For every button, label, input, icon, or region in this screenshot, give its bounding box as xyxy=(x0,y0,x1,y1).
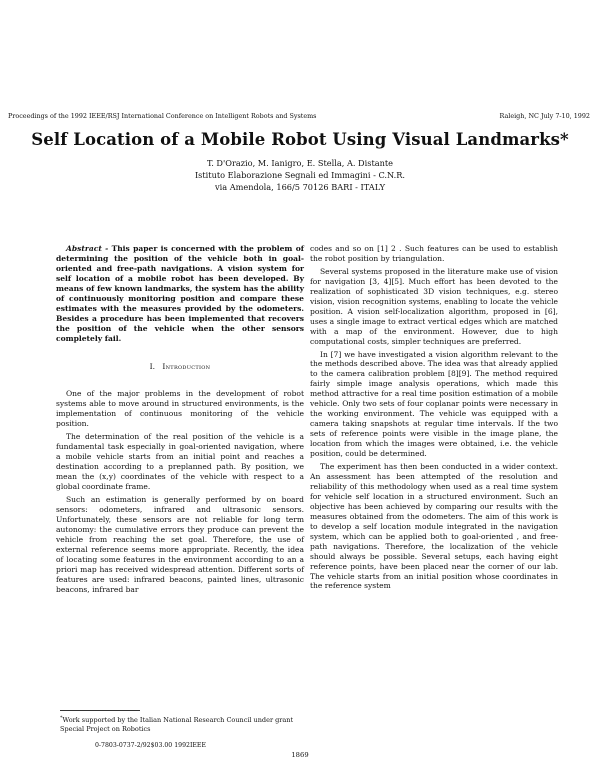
section-number: I. xyxy=(149,361,156,371)
author-block xyxy=(0,157,600,194)
author-names: T. D'Orazio, M. Ianigro, E. Stella, A. Distante xyxy=(206,158,394,168)
paper-title: Self Location of a Mobile Robot Using Visual Landmarks* xyxy=(31,130,569,149)
abstract-label: Abstract - xyxy=(66,244,109,253)
paragraph: One of the major problems in the development of robot systems able to move around in structured environments, is the implementation of continuous monitoring of the vehicle position. xyxy=(56,389,304,429)
conference-location-date: Raleigh, NC July 7-10, 1992 xyxy=(499,112,590,120)
right-column xyxy=(310,244,558,591)
paragraph: The determination of the real position of the vehicle is a fundamental task especially in goal-oriented navigation, where a mobile vehicle starts from an initial point and reaches a destination according to a preplanned path. By position, we mean the (x,y) coordinates of the vehicle with respect to a global coordinate frame. xyxy=(56,432,304,492)
footnote-mark: * xyxy=(60,715,63,721)
page-number: 1869 xyxy=(291,751,309,759)
abstract xyxy=(56,244,304,344)
section-title: Introduction xyxy=(162,361,211,371)
author-address: via Amendola, 166/5 70126 BARI - ITALY xyxy=(214,182,386,193)
conference-header xyxy=(8,112,590,120)
paragraph: Such an estimation is generally performed by on board sensors: odometers, infrared and ultrasonic sensors. Unfortunately, these sensors are not reliable for long term autonomy: the cumulative errors they produce can prevent the vehicle from reaching the set goal. Therefore, the use of external reference seems more appropriate. Recently, the idea of locating some features in the environment according to an a priori map has received widespread attention. Different sorts of features are used: infrared beacons, painted lines, ultrasonic beacons, infrared bar xyxy=(56,495,304,594)
footnote-rule xyxy=(60,710,140,711)
section-heading xyxy=(56,362,304,372)
paragraph: In [7] we have investigated a vision algorithm relevant to the the methods described above. The idea was that already applied to the camera calibration problem [8][9]. The method required fairly simple image analysis operations, which made this method attractive for a real time position estimation of a mobile vehicle. Only two sets of four coplanar points were necessary in the working environment. The vehicle was equipped with a camera taking snapshots at regular time intervals. If the two sets of reference points were visible in the image plane, the location from which the images were obtained, i.e. the vehicle position, could be determined. xyxy=(310,349,558,459)
paragraph: The experiment has then been conducted in a wider context. An assessment has been attempted of the resolution and reliability of this methodology when used as a real time system for vehicle self location in a structured environment. Such an objective has been achieved by comparing our results with the measures obtained from the odometers. The aim of this work is to develop a self location module integrated in the navigation system, which can be applied both to goal-oriented , and free-path navigations. Therefore, the localization of the vehicle should always be possible. Several setups, each having eight reference points, have been placed near the corner of our lab. The vehicle starts from an initial position whose coordinates in the reference system xyxy=(310,462,558,591)
footnote xyxy=(60,714,300,734)
isbn-line: 0-7803-0737-2/92$03.00 1992IEEE xyxy=(95,742,206,749)
abstract-text: This paper is concerned with the problem of determining the position of the vehicle both in goal-oriented and free-path navigations. A vision system for self location of a mobile robot has been developed. By means of few known landmarks, the system has the ability of continuously monitoring position and compare these estimates with the measures provided by the odometers. Besides a procedure has been implemented that recovers the position of the vehicle when the other sensors completely fail. xyxy=(56,244,304,343)
author-institute: Istituto Elaborazione Segnali ed Immagini - C.N.R. xyxy=(194,170,406,181)
paragraph: codes and so on [1] 2 . Such features can be used to establish the robot position by triangulation. xyxy=(310,244,558,263)
paragraph: Several systems proposed in the literature make use of vision for navigation [3, 4][5]. Much effort has been devoted to the realization of sophisticated 3D vision techniques, e.g. stereo vision, vision recognition systems, enabling to locate the vehicle position. A vision self-localization algorithm, proposed in [6], uses a single image to extract vertical edges which are matched with a map of the environment. However, due to high computational costs, simpler techniques are preferred. xyxy=(310,266,558,346)
conference-name: Proceedings of the 1992 IEEE/RSJ International Conference on Intelligent Robots and Systems xyxy=(8,112,317,120)
footnote-text: Work supported by the Italian National Research Council under grant Special Project on Robotics xyxy=(60,716,294,734)
left-column xyxy=(56,244,304,595)
